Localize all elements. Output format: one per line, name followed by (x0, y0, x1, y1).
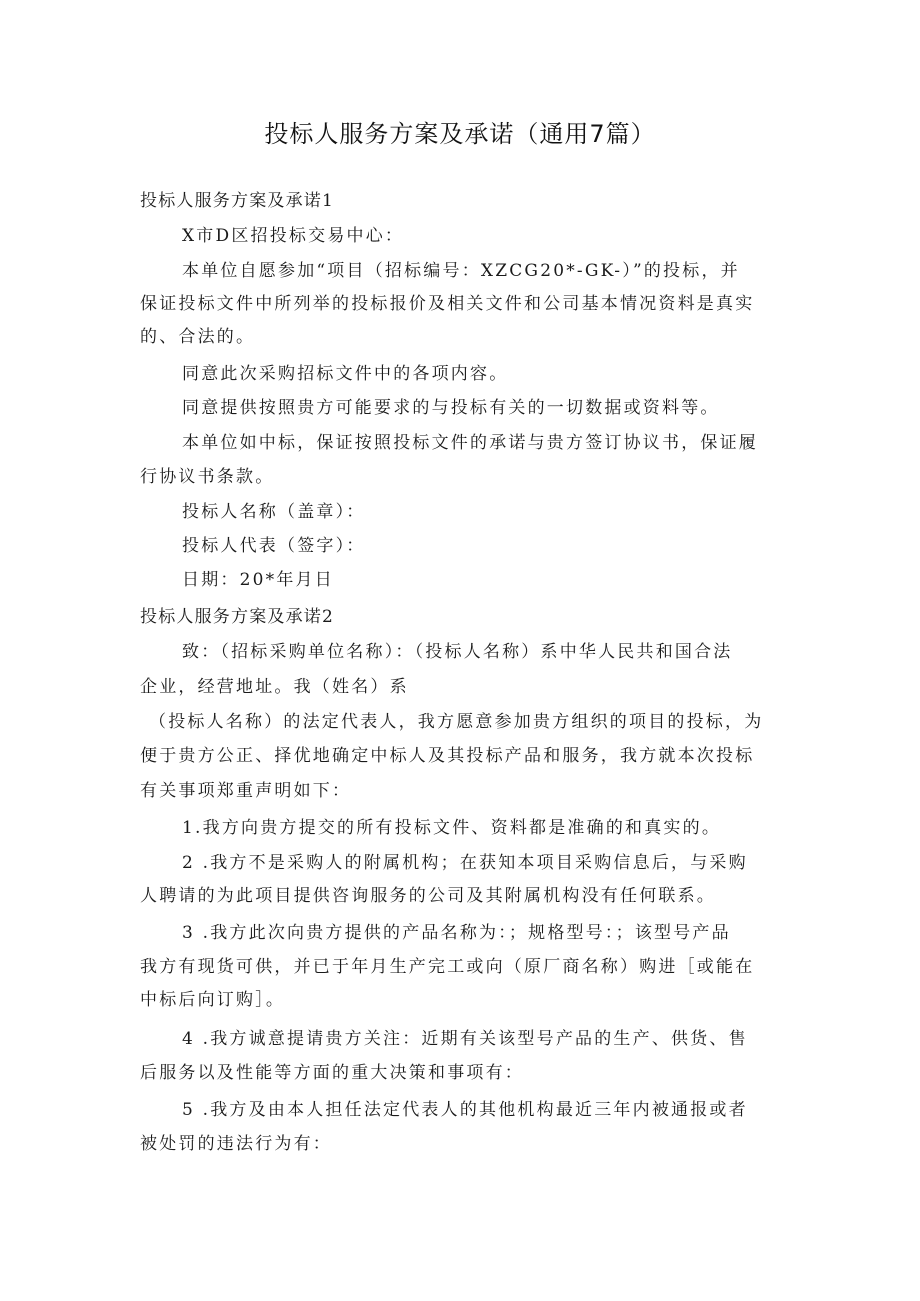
bidder-name-label: 投标人名称（盖章）： (182, 502, 366, 522)
paragraph-line: 行协议书条款。 (140, 467, 275, 487)
paragraph-line: 便于贵方公正、择优地确定中标人及其投标产品和服务，我方就本次投标 (140, 746, 755, 766)
section-2-heading: 投标人服务方案及承诺2 (140, 607, 335, 627)
list-item: 5 .我方及由本人担任法定代表人的其他机构最近三年内被通报或者 (182, 1100, 748, 1120)
list-item: 4 .我方诚意提请贵方关注：近期有关该型号产品的生产、供货、售 (182, 1029, 748, 1049)
paragraph-line: 保证投标文件中所列举的投标报价及相关文件和公司基本情况资料是真实 (140, 294, 755, 314)
list-item-continuation: 中标后向订购］。 (140, 990, 286, 1010)
list-item-continuation: 人聘请的为此项目提供咨询服务的公司及其附属机构没有任何联系。 (140, 886, 716, 906)
list-item-continuation: 我方有现货可供，并已于年月生产完工或向（原厂商名称）购进［或能在 (140, 957, 755, 977)
list-item: 1.我方向贵方提交的所有投标文件、资料都是准确的和真实的。 (182, 818, 722, 838)
paragraph-line: 同意提供按照贵方可能要求的与投标有关的一切数据或资料等。 (182, 398, 720, 418)
addressee: X市D区招投标交易中心： (182, 226, 405, 246)
bidder-representative-label: 投标人代表（签字）： (182, 536, 366, 556)
paragraph-line: 本单位自愿参加“项目（招标编号：XZCG20*-GK-）”的投标，并 (182, 261, 740, 281)
document-title: 投标人服务方案及承诺（通用7篇） (264, 120, 656, 148)
list-item: 2 .我方不是采购人的附属机构；在获知本项目采购信息后，与采购 (182, 853, 748, 873)
list-item-continuation: 后服务以及性能等方面的重大决策和事项有： (140, 1063, 524, 1083)
paragraph-line: 有关事项郑重声明如下： (140, 781, 352, 801)
paragraph-line: 的、合法的。 (140, 327, 256, 347)
paragraph-line: 致：（招标采购单位名称）：（投标人名称）系中华人民共和国合法 (182, 642, 733, 662)
list-item-continuation: 被处罚的违法行为有： (140, 1134, 332, 1154)
date-label: 日期：20*年月日 (182, 570, 334, 590)
list-item: 3 .我方此次向贵方提供的产品名称为：；规格型号：；该型号产品 (182, 923, 731, 943)
paragraph-line: 企业，经营地址。我（姓名）系 (140, 677, 409, 697)
paragraph-line: （投标人名称）的法定代表人，我方愿意参加贵方组织的项目的投标，为 (149, 712, 764, 732)
paragraph-line: 本单位如中标，保证按照投标文件的承诺与贵方签订协议书，保证履 (182, 433, 758, 453)
paragraph-line: 同意此次采购招标文件中的各项内容。 (182, 364, 509, 384)
section-1-heading: 投标人服务方案及承诺1 (140, 191, 335, 211)
